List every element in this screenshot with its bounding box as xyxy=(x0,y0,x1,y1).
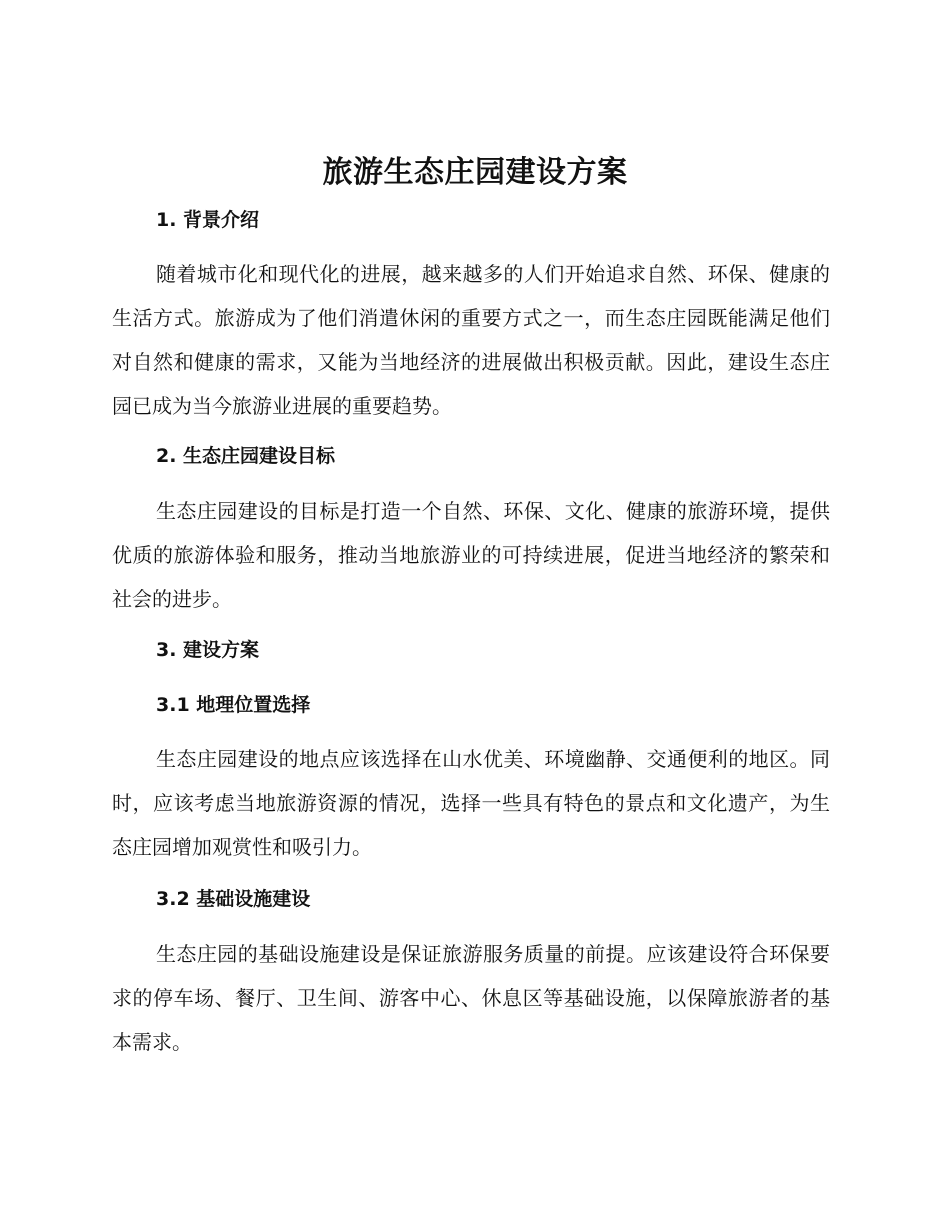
section-paragraph-goals: 生态庄园建设的目标是打造一个自然、环保、文化、健康的旅游环境，提供优质的旅游体验和服务，推动当地旅游业的可持续进展，促进当地经济的繁荣和社会的进步。 xyxy=(112,499,830,611)
section-paragraph-infrastructure: 生态庄园的基础设施建设是保证旅游服务质量的前提。应该建设符合环保要求的停车场、餐厅、卫生间、游客中心、休息区等基础设施，以保障旅游者的基本需求。 xyxy=(112,942,830,1054)
document-title: 旅游生态庄园建设方案 xyxy=(322,155,628,190)
section-heading-infrastructure: 3.2 基础设施建设 xyxy=(156,888,311,910)
section-heading-background: 1. 背景介绍 xyxy=(156,209,260,231)
section-heading-goals: 2. 生态庄园建设目标 xyxy=(156,445,336,467)
section-paragraph-location: 生态庄园建设的地点应该选择在山水优美、环境幽静、交通便利的地区。同时，应该考虑当地旅游资源的情况，选择一些具有特色的景点和文化遗产，为生态庄园增加观赏性和吸引力。 xyxy=(112,747,830,859)
section-paragraph-background: 随着城市化和现代化的进展，越来越多的人们开始追求自然、环保、健康的生活方式。旅游成为了他们消遣休闲的重要方式之一，而生态庄园既能满足他们对自然和健康的需求，又能为当地经济的进展做出积极贡献。因此，建设生态庄园已成为当今旅游业进展的重要趋势。 xyxy=(112,262,830,418)
section-heading-plan: 3. 建设方案 xyxy=(156,639,260,661)
section-heading-location: 3.1 地理位置选择 xyxy=(156,694,311,716)
